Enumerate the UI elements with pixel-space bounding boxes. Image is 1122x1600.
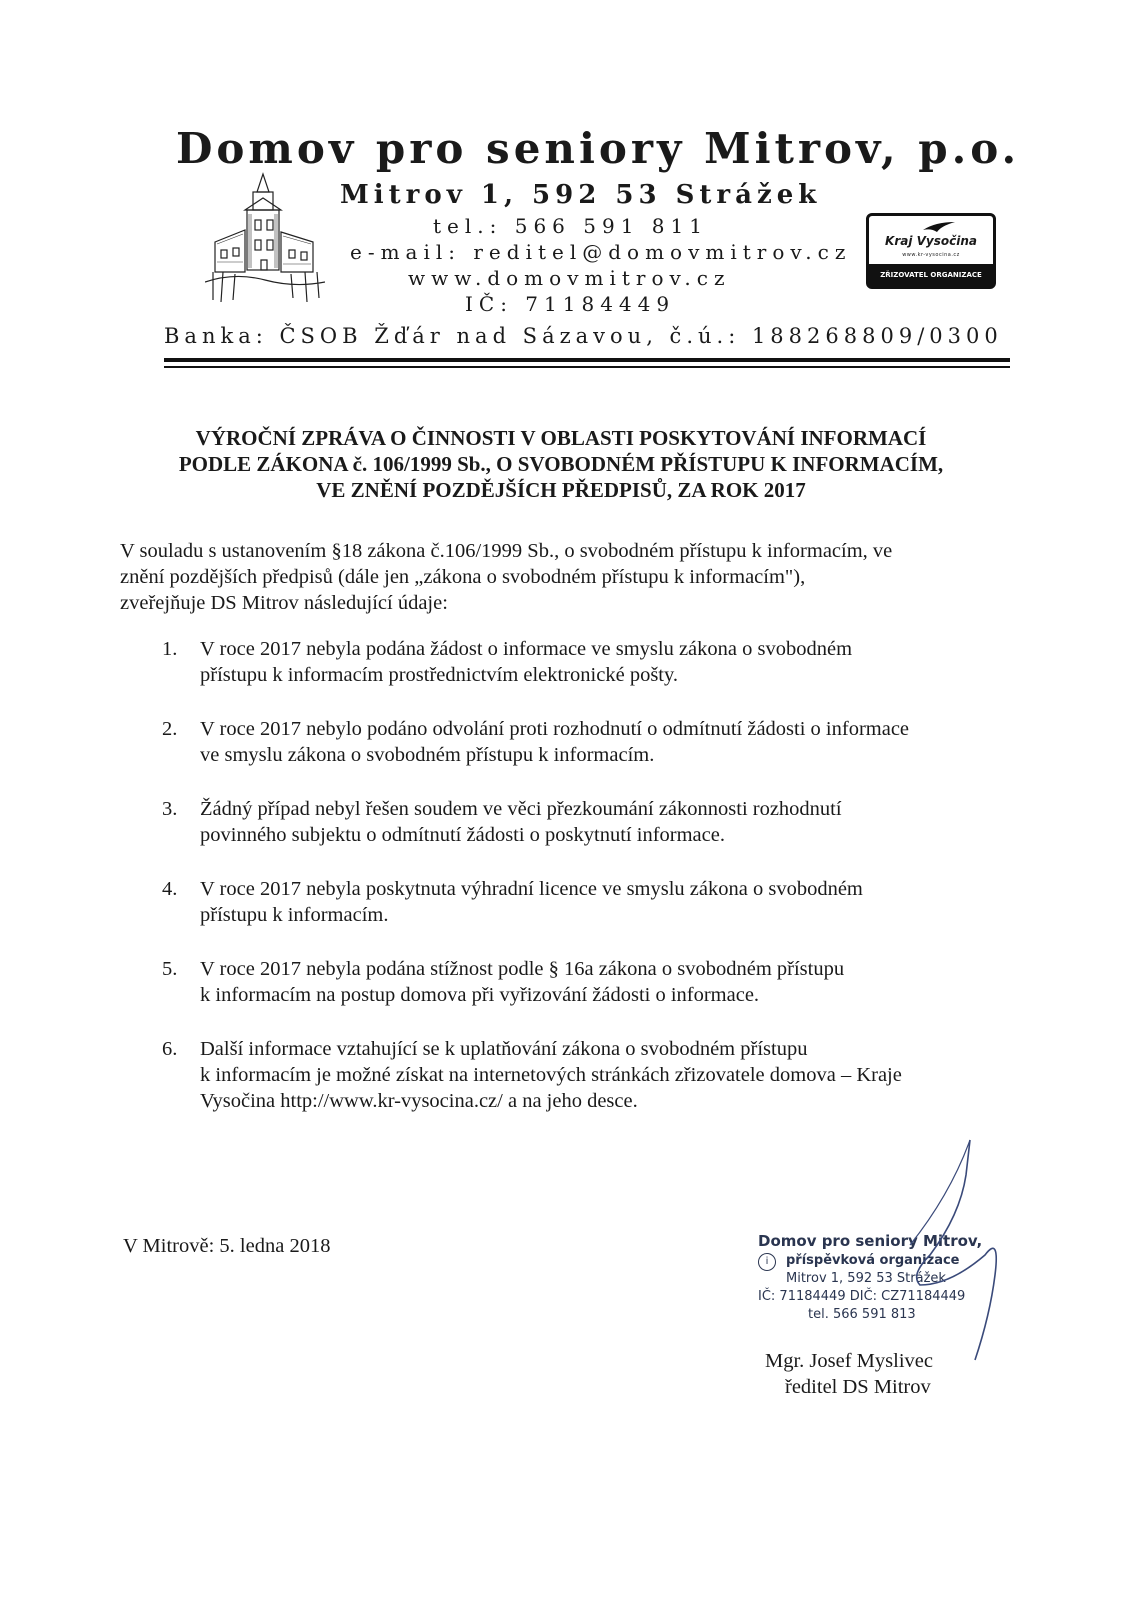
castle-illustration-icon xyxy=(205,172,325,307)
list-item-text xyxy=(200,716,1000,768)
list-item-number: 3. xyxy=(162,798,178,820)
list-item-text xyxy=(200,636,1000,688)
list-item-number: 6. xyxy=(162,1038,178,1060)
kraj-vysocina-logo xyxy=(866,213,996,289)
organization-ic: IČ: 71184449 xyxy=(465,292,676,316)
report-title-line: VE ZNĚNÍ POZDĚJŠÍCH PŘEDPISŮ, ZA ROK 2017 xyxy=(316,478,806,502)
list-item-line: V roce 2017 nebyla podána žádost o informace ve smyslu zákona o svobodném xyxy=(200,638,853,660)
list-item-line: V roce 2017 nebyla poskytnuta výhradní licence ve smyslu zákona o svobodném xyxy=(200,878,863,900)
organization-website: www.domovmitrov.cz xyxy=(408,266,731,290)
signer-name: Mgr. Josef Myslivec xyxy=(765,1350,933,1372)
list-item-line: k informacím na postup domova při vyřizování žádosti o informace. xyxy=(200,984,760,1006)
organization-phone: tel.: 566 591 811 xyxy=(433,214,708,238)
list-item-line: povinného subjektu o odmítnutí žádosti o poskytnutí informace. xyxy=(200,824,725,846)
organization-bank: Banka: ČSOB Žďár nad Sázavou, č.ú.: 188268809/0300 xyxy=(164,324,1003,348)
intro-line: znění pozdějších předpisů (dále jen „zákona o svobodném přístupu k informacím"), xyxy=(120,566,806,588)
list-item-text xyxy=(200,876,1000,928)
signer-title: ředitel DS Mitrov xyxy=(785,1376,931,1398)
list-item-line: V roce 2017 nebylo podáno odvolání proti rozhodnutí o odmítnutí žádosti o informace xyxy=(200,718,910,740)
stamp-line: příspěvková organizace xyxy=(786,1253,960,1268)
stamp-line: Domov pro seniory Mitrov, xyxy=(758,1232,983,1250)
list-item-line: přístupu k informacím. xyxy=(200,904,389,926)
list-item-line: Další informace vztahující se k uplatňování zákona o svobodném přístupu xyxy=(200,1038,808,1060)
intro-line: V souladu s ustanovením §18 zákona č.106/1999 Sb., o svobodném přístupu k informacím, ve xyxy=(120,540,893,562)
list-item-text xyxy=(200,1036,1000,1114)
stamp-line: IČ: 71184449 DIČ: CZ71184449 xyxy=(758,1289,966,1304)
list-item-text xyxy=(200,796,1000,848)
list-item-number: 1. xyxy=(162,638,178,660)
stamp-line: tel. 566 591 813 xyxy=(808,1307,916,1322)
list-item-number: 5. xyxy=(162,958,178,980)
list-item-text xyxy=(200,956,1000,1008)
list-item-line: Vysočina http://www.kr-vysocina.cz/ a na jeho desce. xyxy=(200,1090,638,1112)
organization-address: Mitrov 1, 592 53 Strážek xyxy=(340,180,822,210)
info-circle-icon: i xyxy=(758,1253,776,1271)
organization-name: Domov pro seniory Mitrov, p.o. xyxy=(176,124,1021,173)
list-item-line: V roce 2017 nebyla podána stížnost podle § 16a zákona o svobodném přístupu xyxy=(200,958,845,980)
signer-block xyxy=(765,1348,985,1400)
letterhead-divider xyxy=(164,358,1010,362)
report-title-line: PODLE ZÁKONA č. 106/1999 Sb., O SVOBODNÉM PŘÍSTUPU K INFORMACÍM, xyxy=(178,452,944,476)
letterhead-divider-thin xyxy=(164,366,1010,368)
list-item-line: ve smyslu zákona o svobodném přístupu k informacím. xyxy=(200,744,655,766)
bird-icon xyxy=(921,220,957,234)
list-item-number: 2. xyxy=(162,718,178,740)
intro-line: zveřejňuje DS Mitrov následující údaje: xyxy=(120,592,448,614)
list-item-line: Žádný případ nebyl řešen soudem ve věci přezkoumání zákonnosti rozhodnutí xyxy=(200,798,842,820)
list-item-line: přístupu k informacím prostřednictvím elektronické pošty. xyxy=(200,664,679,686)
list-item-line: k informacím je možné získat na internetových stránkách zřizovatele domova – Kraje xyxy=(200,1064,902,1086)
handwritten-signature-icon xyxy=(890,1135,1020,1365)
kraj-logo-url: www.kr-vysocina.cz xyxy=(902,252,960,258)
kraj-logo-label: ZŘIZOVATEL ORGANIZACE xyxy=(869,264,993,286)
place-and-date: V Mitrově: 5. ledna 2018 xyxy=(123,1235,331,1257)
organization-email: e-mail: reditel@domovmitrov.cz xyxy=(350,240,852,264)
stamp-line: Mitrov 1, 592 53 Strážek xyxy=(786,1271,946,1286)
report-title-line: VÝROČNÍ ZPRÁVA O ČINNOSTI V OBLASTI POSKYTOVÁNÍ INFORMACÍ xyxy=(195,426,927,450)
kraj-logo-name: Kraj Vysočina xyxy=(885,234,977,248)
intro-paragraph xyxy=(120,538,1020,616)
report-title xyxy=(120,425,1002,503)
list-item-number: 4. xyxy=(162,878,178,900)
